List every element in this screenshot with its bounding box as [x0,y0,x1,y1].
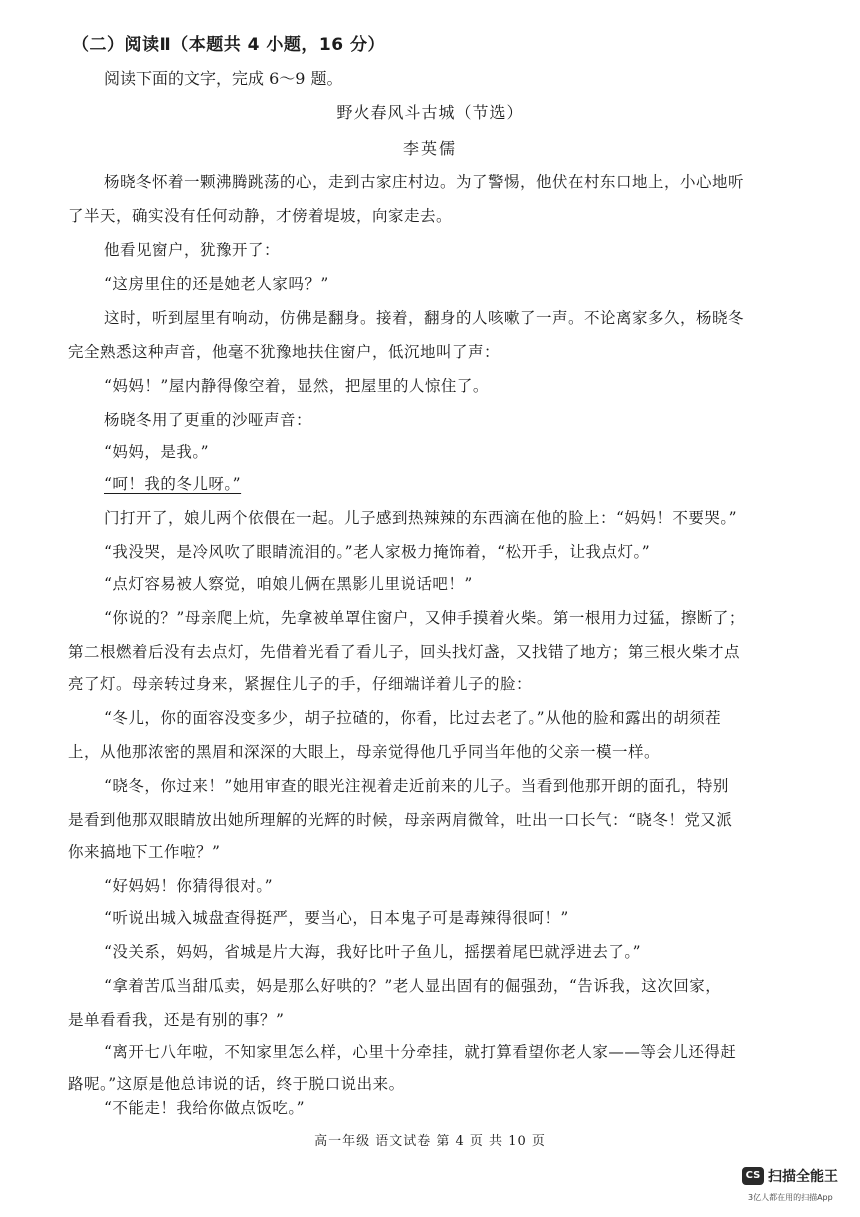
text-line: 门打开了，娘儿两个依偎在一起。儿子感到热辣辣的东西滴在他的脸上：“妈妈！不要哭。” [104,509,738,527]
text-line: 杨晓冬用了更重的沙哑声音： [104,411,313,429]
text-line: “妈妈，是我。” [104,443,210,461]
text-line: 是单看看我，还是有别的事？” [68,1011,285,1029]
text-line: 亮了灯。母亲转过身来，紧握住儿子的手，仔细端详着儿子的脸： [68,675,533,693]
text-line: “没关系，妈妈，省城是片大海，我好比叶子鱼儿，摇摆着尾巴就浮进去了。” [104,943,642,961]
section-heading: （二）阅读Ⅱ（本题共 4 小题，16 分） [72,35,385,55]
text-line: “这房里住的还是她老人家吗？” [104,275,329,293]
text-line: 他看见窗户，犹豫开了： [104,241,281,259]
text-line: 这时，听到屋里有响动，仿佛是翻身。接着，翻身的人咳嗽了一声。不论离家多久，杨晓冬 [104,309,745,327]
text-line: 第二根燃着后没有去点灯，先借着光看了看儿子，回头找灯盏，又找错了地方；第三根火柴才点 [68,643,741,661]
text-line: 路呢。”这原是他总讳说的话，终于脱口说出来。 [68,1075,405,1093]
text-line: 了半天，确实没有任何动静，才傍着堤坡，向家走去。 [68,207,453,225]
scanner-tagline: 3亿人都在用的扫描App [748,1193,833,1202]
text-line: “我没哭，是冷风吹了眼睛流泪的。”老人家极力掩饰着，“松开手，让我点灯。” [104,543,651,561]
text-line: “冬儿，你的面容没变多少，胡子拉碴的，你看，比过去老了。”从他的脸和露出的胡须茬 [104,709,722,727]
text-line: 上，从他那浓密的黑眉和深深的大眼上，母亲觉得他几乎同当年他的父亲一模一样。 [68,743,661,761]
page-footer: 高一年级 语文试卷 第 4 页 共 10 页 [314,1134,546,1149]
text-line: 完全熟悉这种声音，他毫不犹豫地扶住窗户，低沉地叫了声： [68,343,501,361]
reading-instruction: 阅读下面的文字，完成 6～9 题。 [104,69,343,88]
text-line: “点灯容易被人察觉，咱娘儿俩在黑影儿里说话吧！” [104,575,473,593]
text-line: 你来搞地下工作啦？” [68,843,221,861]
text-line: 是看到他那双眼睛放出她所理解的光辉的时候，母亲两肩微耸，吐出一口长气：“晓冬！党又派 [68,811,733,829]
text-line: “拿着苦瓜当甜瓜卖，妈是那么好哄的？”老人显出固有的倔强劲，“告诉我，这次回家， [104,977,722,995]
text-line: “好妈妈！你猜得很对。” [104,877,274,895]
underlined-line: “呵！我的冬儿呀。” [104,475,242,493]
text-line: “听说出城入城盘查得挺严，要当心，日本鬼子可是毒辣得很呵！” [104,909,569,927]
text-line: “妈妈！”屋内静得像空着，显然，把屋里的人惊住了。 [104,377,489,395]
text-line: 杨晓冬怀着一颗沸腾跳荡的心，走到古家庄村边。为了警惕，他伏在村东口地上，小心地听 [104,173,745,191]
text-line: “离开七八年啦，不知家里怎么样，心里十分牵挂，就打算看望你老人家——等会儿还得赶 [104,1043,737,1061]
article-title: 野火春风斗古城（节选） [336,103,524,122]
text-line: “不能走！我给你做点饭吃。” [104,1099,306,1117]
text-line: “你说的？”母亲爬上炕，先拿被单罩住窗户，又伸手摸着火柴。第一根用力过猛，擦断了； [104,609,745,627]
scanner-app-name: 扫描全能王 [768,1169,838,1185]
text-line: “晓冬，你过来！”她用审查的眼光注视着走近前来的儿子。当看到他那开朗的面孔，特别 [104,777,729,795]
article-author: 李英儒 [402,139,457,158]
camscanner-logo-icon: CS [742,1167,764,1185]
